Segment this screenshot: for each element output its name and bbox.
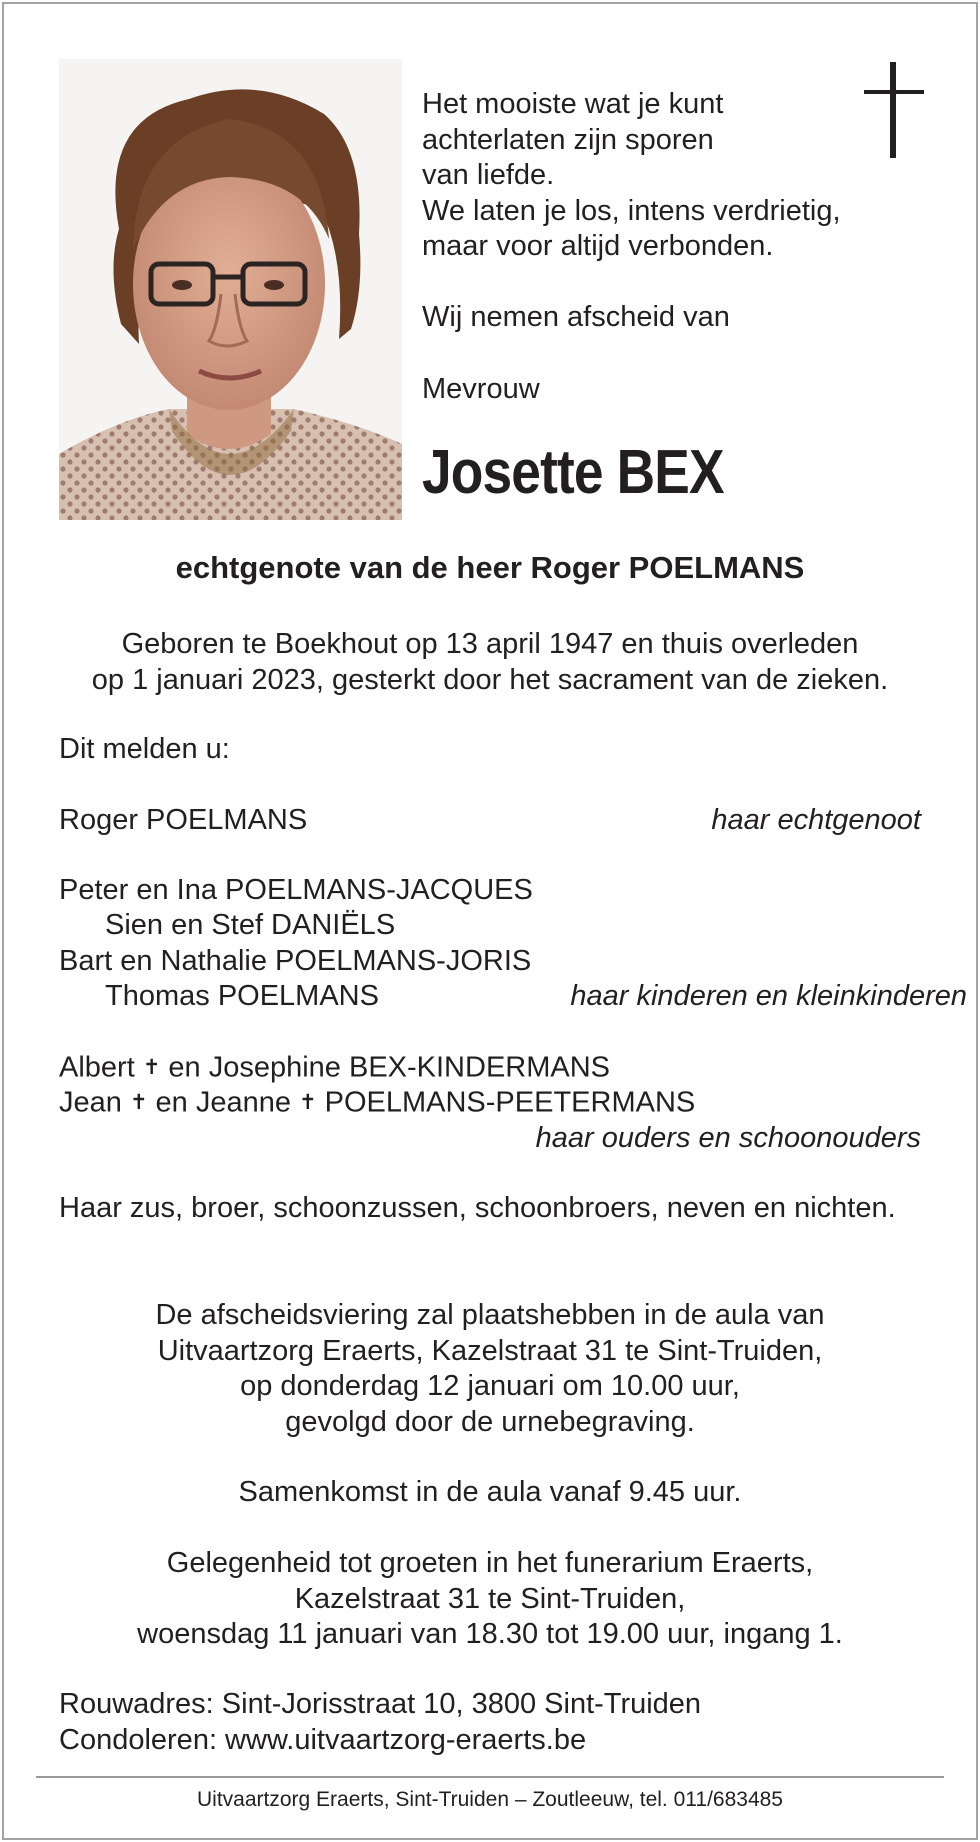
farewell-intro: Wij nemen afscheid van — [422, 301, 730, 333]
relation-label: haar ouders en schoonouders — [535, 1122, 921, 1154]
relative-row — [59, 979, 967, 1015]
announcement-heading: Dit melden u: — [59, 733, 230, 765]
cross-icon: ✝ — [142, 1056, 161, 1079]
contact-details — [59, 1687, 701, 1758]
birth-death-line: op 1 januari 2023, gesterkt door het sacrament van de zieken. — [91, 663, 889, 696]
ceremony-line: op donderdag 12 januari om 10.00 uur, — [240, 1370, 740, 1402]
relative-row — [59, 944, 921, 980]
relation-label: haar kinderen en kleinkinderen — [570, 980, 967, 1012]
poem-line: achterlaten zijn sporen — [422, 123, 714, 156]
ceremony-line: De afscheidsviering zal plaatshebben in de aula van — [155, 1299, 825, 1331]
poem-line: van liefde. — [422, 159, 555, 191]
relative-name: Peter en Ina POELMANS-JACQUES — [59, 874, 533, 906]
visitation-line: Kazelstraat 31 te Sint-Truiden, — [294, 1582, 686, 1615]
ceremony-line: gevolgd door de urnebegraving. — [285, 1405, 695, 1438]
portrait-photo — [59, 59, 402, 520]
relative-name: en Jeanne — [155, 1086, 291, 1119]
visitation-line: woensdag 11 januari van 18.30 tot 19.00 uur, ingang 1. — [137, 1618, 843, 1650]
relative-row — [59, 1050, 921, 1086]
poem-line: Het mooiste wat je kunt — [422, 88, 724, 120]
gathering-time: Samenkomst in de aula vanaf 9.45 uur. — [238, 1476, 742, 1508]
relative-row — [59, 873, 921, 909]
extended-family: Haar zus, broer, schoonzussen, schoonbroers, neven en nichten. — [59, 1192, 896, 1224]
ceremony-line: Uitvaartzorg Eraerts, Kazelstraat 31 te Sint-Truiden, — [157, 1334, 823, 1367]
poem-line: We laten je los, intens verdrietig, — [422, 194, 841, 227]
poem-line: maar voor altijd verbonden. — [422, 230, 774, 262]
cross-icon — [864, 62, 924, 158]
relative-name: Bart en Nathalie POELMANS-JORIS — [59, 945, 532, 977]
honorific: Mevrouw — [422, 373, 540, 405]
visitation-line: Gelegenheid tot groeten in het funerarium Eraerts, — [166, 1547, 814, 1579]
cross-icon: ✝ — [129, 1091, 148, 1114]
spouse-line: echtgenote van de heer Roger POELMANS — [175, 550, 805, 585]
relation-label: haar echtgenoot — [711, 804, 921, 836]
footer-divider — [36, 1776, 944, 1778]
relative-name: Roger POELMANS — [59, 804, 308, 836]
relative-row-spouse — [59, 803, 921, 839]
relative-row — [59, 1085, 921, 1121]
birth-death-line: Geboren te Boekhout op 13 april 1947 en thuis overleden — [121, 628, 859, 660]
ceremony-details — [0, 1298, 980, 1440]
visitation-details — [0, 1546, 980, 1653]
relative-row — [59, 908, 967, 944]
deceased-name: Josette BEX — [422, 438, 724, 507]
mourning-address: Rouwadres: Sint-Jorisstraat 10, 3800 Sint-Truiden — [59, 1688, 702, 1720]
birth-death-details — [0, 627, 980, 698]
relative-name: Albert — [59, 1051, 135, 1084]
relative-name: en Josephine BEX-KINDERMANS — [168, 1051, 611, 1084]
condolence-website: Condoleren: www.uitvaartzorg-eraerts.be — [59, 1723, 587, 1756]
relative-name: Jean — [59, 1086, 122, 1119]
relative-name: POELMANS-PEETERMANS — [324, 1086, 696, 1119]
relative-name: Sien en Stef DANIËLS — [105, 909, 396, 941]
cross-icon: ✝ — [299, 1091, 317, 1114]
relative-name: Thomas POELMANS — [105, 980, 379, 1012]
poem — [422, 87, 841, 265]
funeral-home-footer: Uitvaartzorg Eraerts, Sint-Truiden – Zoutleeuw, tel. 011/683485 — [197, 1788, 783, 1811]
